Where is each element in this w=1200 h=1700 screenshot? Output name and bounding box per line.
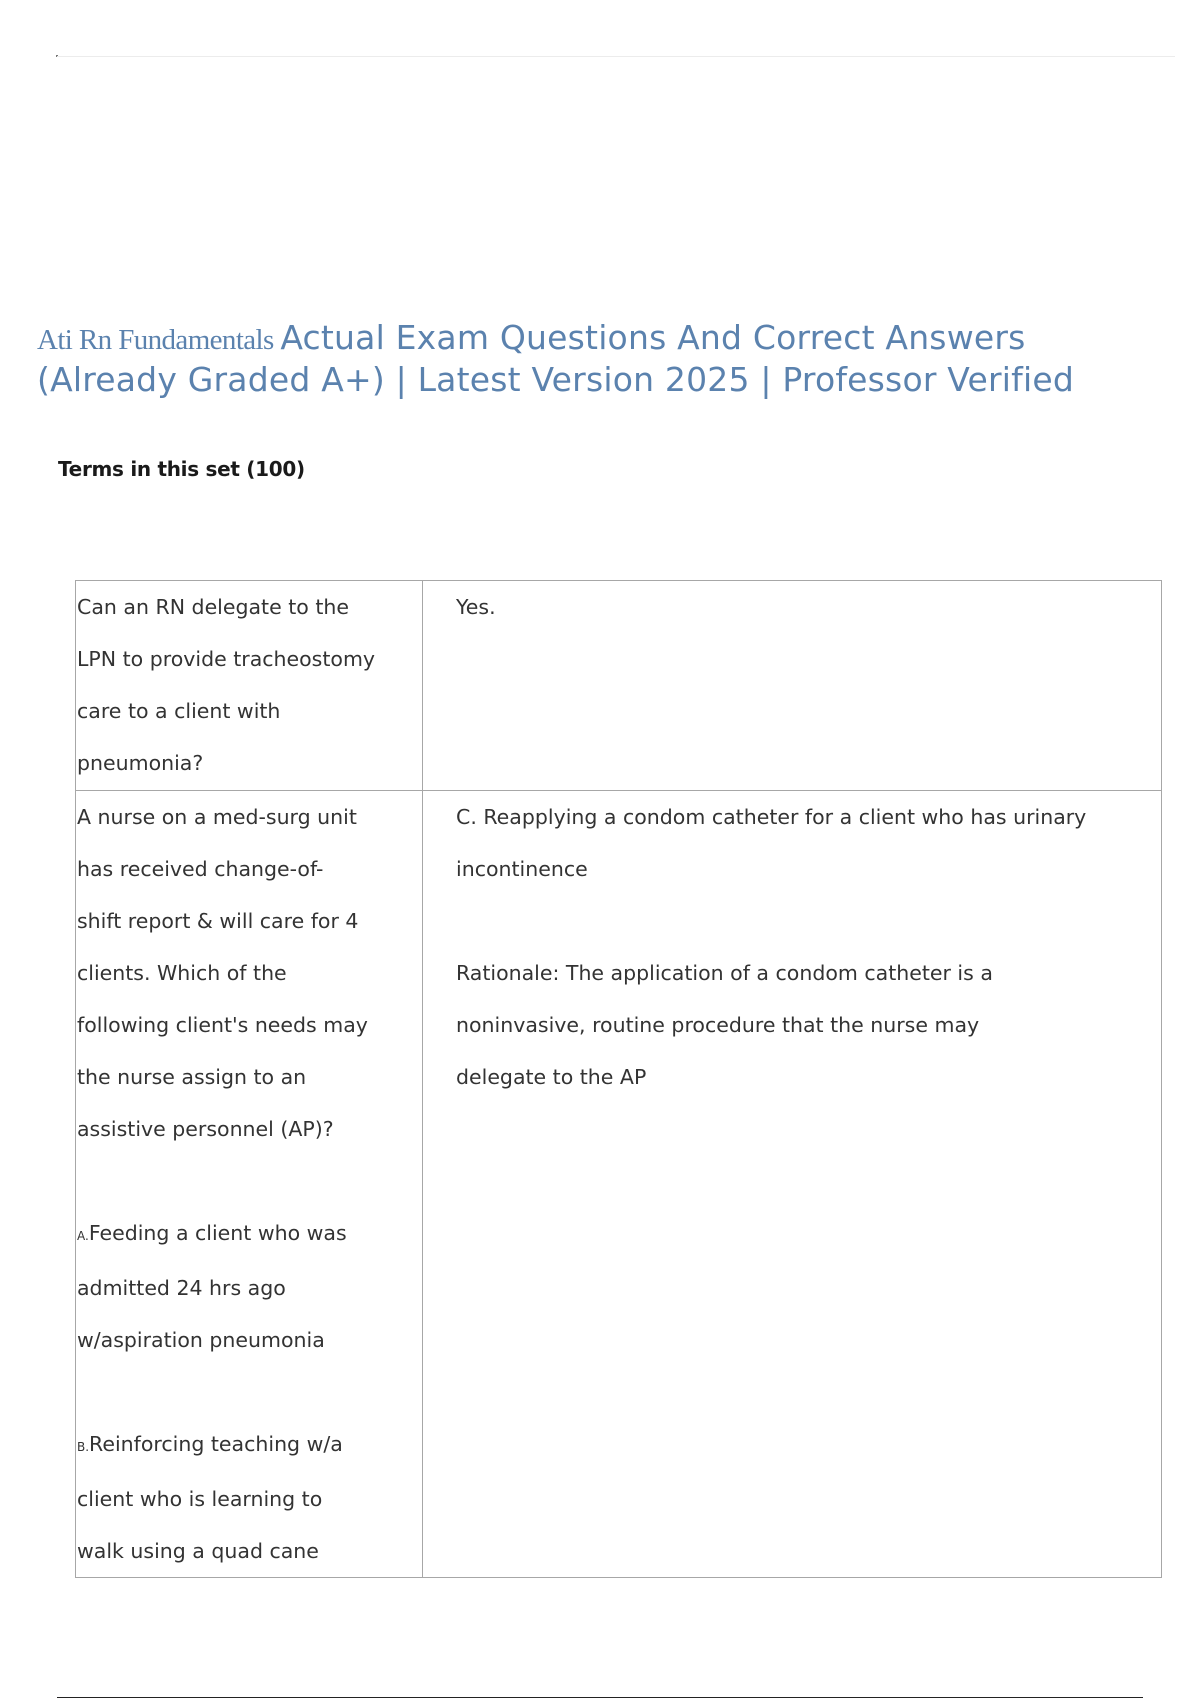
term-cell [76,791,423,1578]
option-a-text: Feeding a client who was [88,1221,347,1245]
flashcard-row [76,581,1162,791]
rationale-line: delegate to the AP [456,1065,647,1089]
rationale-line: Rationale: The application of a condom catheter is a [456,961,993,985]
term-line: A nurse on a med-surg unit [77,805,357,829]
answer-line: incontinence [456,857,588,881]
term-line: pneumonia? [77,751,204,775]
option-b-line: client who is learning to [77,1487,323,1511]
option-b-line: walk using a quad cane [77,1539,319,1563]
term-line: following client's needs may [77,1013,368,1037]
spacer [77,1366,414,1418]
option-b-line [77,1418,414,1473]
option-a-line: admitted 24 hrs ago [77,1276,286,1300]
footer-rule [57,1697,1143,1698]
definition-cell [423,791,1162,1578]
term-line: clients. Which of the [77,961,287,985]
term-line: assistive personnel (AP)? [77,1117,334,1141]
term-line: shift report & will care for 4 [77,909,359,933]
term-line: Can an RN delegate to the [77,595,349,619]
term-line: has received change-of- [77,857,324,881]
option-b-text: Reinforcing teaching w/a [89,1432,343,1456]
terms-count-heading: Terms in this set (100) [58,457,305,481]
term-line: LPN to provide tracheostomy [77,647,376,671]
rationale-line: noninvasive, routine procedure that the nurse may [456,1013,980,1037]
flashcard-row [76,791,1162,1578]
term-line: care to a client with [77,699,281,723]
document-title-main: Actual Exam Questions And Correct Answers (Already Graded A+) | Latest Version 2025 | Professor Verified [37,318,1074,399]
definition-cell [423,581,1162,791]
answer-line: C. Reapplying a condom catheter for a client who has urinary [456,805,1087,829]
option-a-line: w/aspiration pneumonia [77,1328,325,1352]
definition-line: Yes. [456,595,496,619]
term-line: the nurse assign to an [77,1065,307,1089]
document-title-prefix: Ati Rn Fundamentals [37,324,281,356]
header-rule [57,56,1175,57]
term-cell [76,581,423,791]
flashcard-table [75,580,1162,1578]
spacer [77,1155,414,1207]
option-a-letter: A. [77,1229,89,1243]
spacer [456,895,1141,947]
option-b-letter: B. [77,1440,90,1454]
option-a-line [77,1207,414,1262]
document-title [37,318,1157,399]
